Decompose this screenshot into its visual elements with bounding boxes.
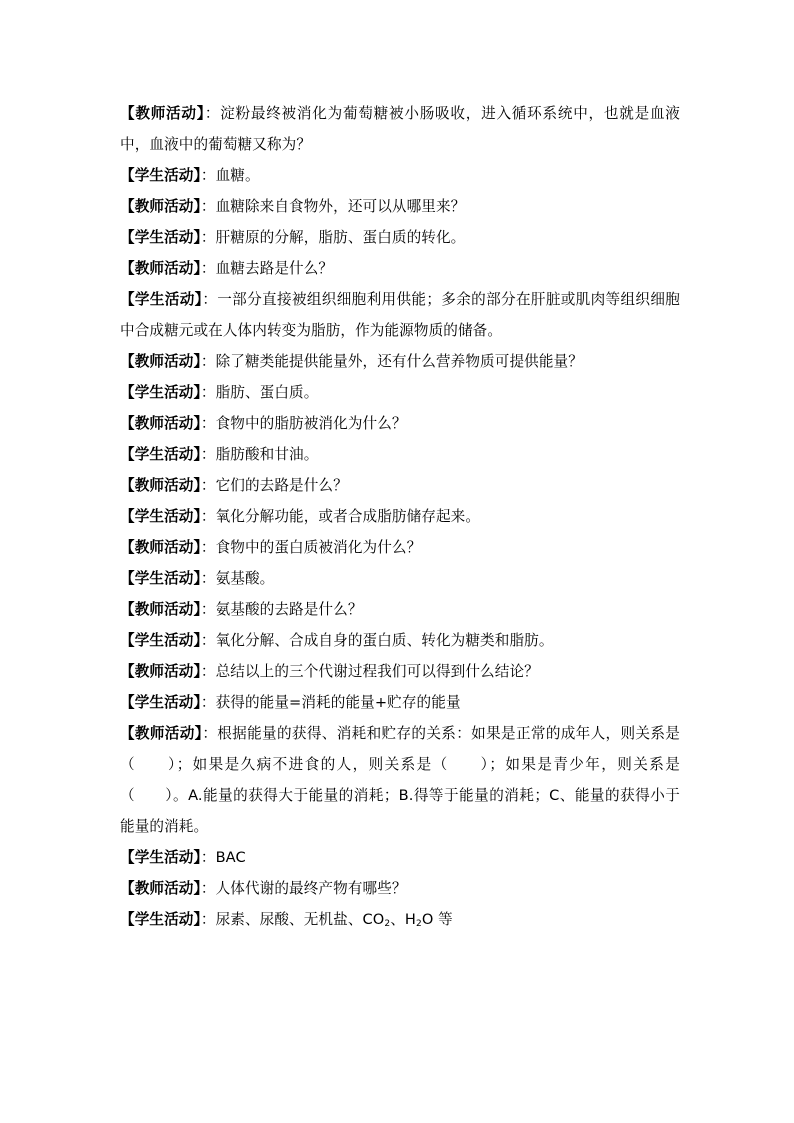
role-label-student: 【学生活动】 (120, 911, 201, 928)
dialogue-text: ：除了糖类能提供能量外，还有什么营养物质可提供能量？ (200, 353, 583, 370)
dialogue-text: ：脂肪酸和甘油。 (200, 446, 319, 463)
role-label-teacher: 【教师活动】 (120, 725, 203, 742)
role-label-student: 【学生活动】 (120, 570, 201, 587)
role-label-student: 【学生活动】 (120, 508, 201, 525)
role-label-student: 【学生活动】 (120, 446, 201, 463)
dialogue-text: ：血糖。 (200, 167, 260, 184)
dialogue-line (120, 687, 680, 718)
role-label-student: 【学生活动】 (120, 229, 201, 246)
role-label-student: 【学生活动】 (120, 849, 201, 866)
dialogue-text: 、H (390, 911, 416, 928)
dialogue-line (120, 98, 680, 160)
dialogue-line (120, 439, 680, 470)
dialogue-text: ：氧化分解、合成自身的蛋白质、转化为糖类和脂肪。 (200, 632, 554, 649)
role-label-teacher: 【教师活动】 (120, 105, 205, 122)
role-label-teacher: 【教师活动】 (120, 663, 201, 680)
role-label-student: 【学生活动】 (120, 291, 203, 308)
dialogue-line (120, 160, 680, 191)
dialogue-text: ：脂肪、蛋白质。 (200, 384, 319, 401)
dialogue-text: ：食物中的脂肪被消化为什么？ (200, 415, 407, 432)
dialogue-line-final (120, 904, 680, 935)
role-label-teacher: 【教师活动】 (120, 198, 201, 215)
role-label-teacher: 【教师活动】 (120, 260, 201, 277)
dialogue-text: ：BAC (200, 849, 246, 866)
dialogue-line (120, 594, 680, 625)
role-label-teacher: 【教师活动】 (120, 415, 201, 432)
dialogue-line (120, 718, 680, 842)
role-label-student: 【学生活动】 (120, 167, 201, 184)
dialogue-text: ：总结以上的三个代谢过程我们可以得到什么结论？ (200, 663, 539, 680)
role-label-teacher: 【教师活动】 (120, 601, 201, 618)
dialogue-list (120, 98, 680, 904)
role-label-teacher: 【教师活动】 (120, 353, 201, 370)
dialogue-line (120, 470, 680, 501)
dialogue-line (120, 501, 680, 532)
dialogue-line (120, 563, 680, 594)
role-label-student: 【学生活动】 (120, 384, 201, 401)
dialogue-line (120, 656, 680, 687)
role-label-teacher: 【教师活动】 (120, 880, 201, 897)
dialogue-line (120, 222, 680, 253)
dialogue-text: ：氨基酸。 (200, 570, 275, 587)
dialogue-text: ：氨基酸的去路是什么？ (200, 601, 363, 618)
dialogue-line (120, 842, 680, 873)
dialogue-line (120, 284, 680, 346)
dialogue-text: ：食物中的蛋白质被消化为什么？ (200, 539, 422, 556)
dialogue-text: ：淀粉最终被消化为葡萄糖被小肠吸收，进入循环系统中，也就是血液中，血液中的葡萄糖又称为？ (120, 105, 680, 153)
dialogue-text: ：氧化分解功能，或者合成脂肪储存起来。 (200, 508, 481, 525)
dialogue-text: ：人体代谢的最终产物有哪些？ (200, 880, 407, 897)
role-label-teacher: 【教师活动】 (120, 539, 201, 556)
dialogue-line (120, 346, 680, 377)
dialogue-line (120, 532, 680, 563)
dialogue-line (120, 873, 680, 904)
dialogue-line (120, 377, 680, 408)
dialogue-text: ：获得的能量=消耗的能量+贮存的能量 (200, 694, 461, 711)
subscript: 2 (384, 919, 391, 929)
dialogue-line (120, 191, 680, 222)
role-label-student: 【学生活动】 (120, 694, 201, 711)
role-label-student: 【学生活动】 (120, 632, 201, 649)
role-label-teacher: 【教师活动】 (120, 477, 201, 494)
dialogue-text: ：一部分直接被组织细胞利用供能；多余的部分在肝脏或肌肉等组织细胞中合成糖元或在人体内转变为脂肪，作为能源物质的储备。 (120, 291, 680, 339)
dialogue-line (120, 408, 680, 439)
lesson-dialogue (120, 98, 680, 935)
dialogue-text: ：肝糖原的分解，脂肪、蛋白质的转化。 (200, 229, 466, 246)
dialogue-text: O 等 (421, 911, 453, 928)
subscript: 2 (416, 919, 422, 929)
dialogue-text: ：血糖除来自食物外，还可以从哪里来？ (200, 198, 466, 215)
dialogue-text: ：血糖去路是什么？ (200, 260, 334, 277)
dialogue-text: ：尿素、尿酸、无机盐、CO (200, 911, 385, 928)
dialogue-text: ：根据能量的获得、消耗和贮存的关系：如果是正常的成年人，则关系是（ ）；如果是久病不进食的人，则关系是（ ）；如果是青少年，则关系是（ ）。A.能量的获得大于能量的消耗；B.得等于能量的消耗；C、能量的获得小于能量的消耗。 (120, 725, 680, 835)
dialogue-text: ：它们的去路是什么？ (200, 477, 348, 494)
dialogue-line (120, 625, 680, 656)
dialogue-line (120, 253, 680, 284)
